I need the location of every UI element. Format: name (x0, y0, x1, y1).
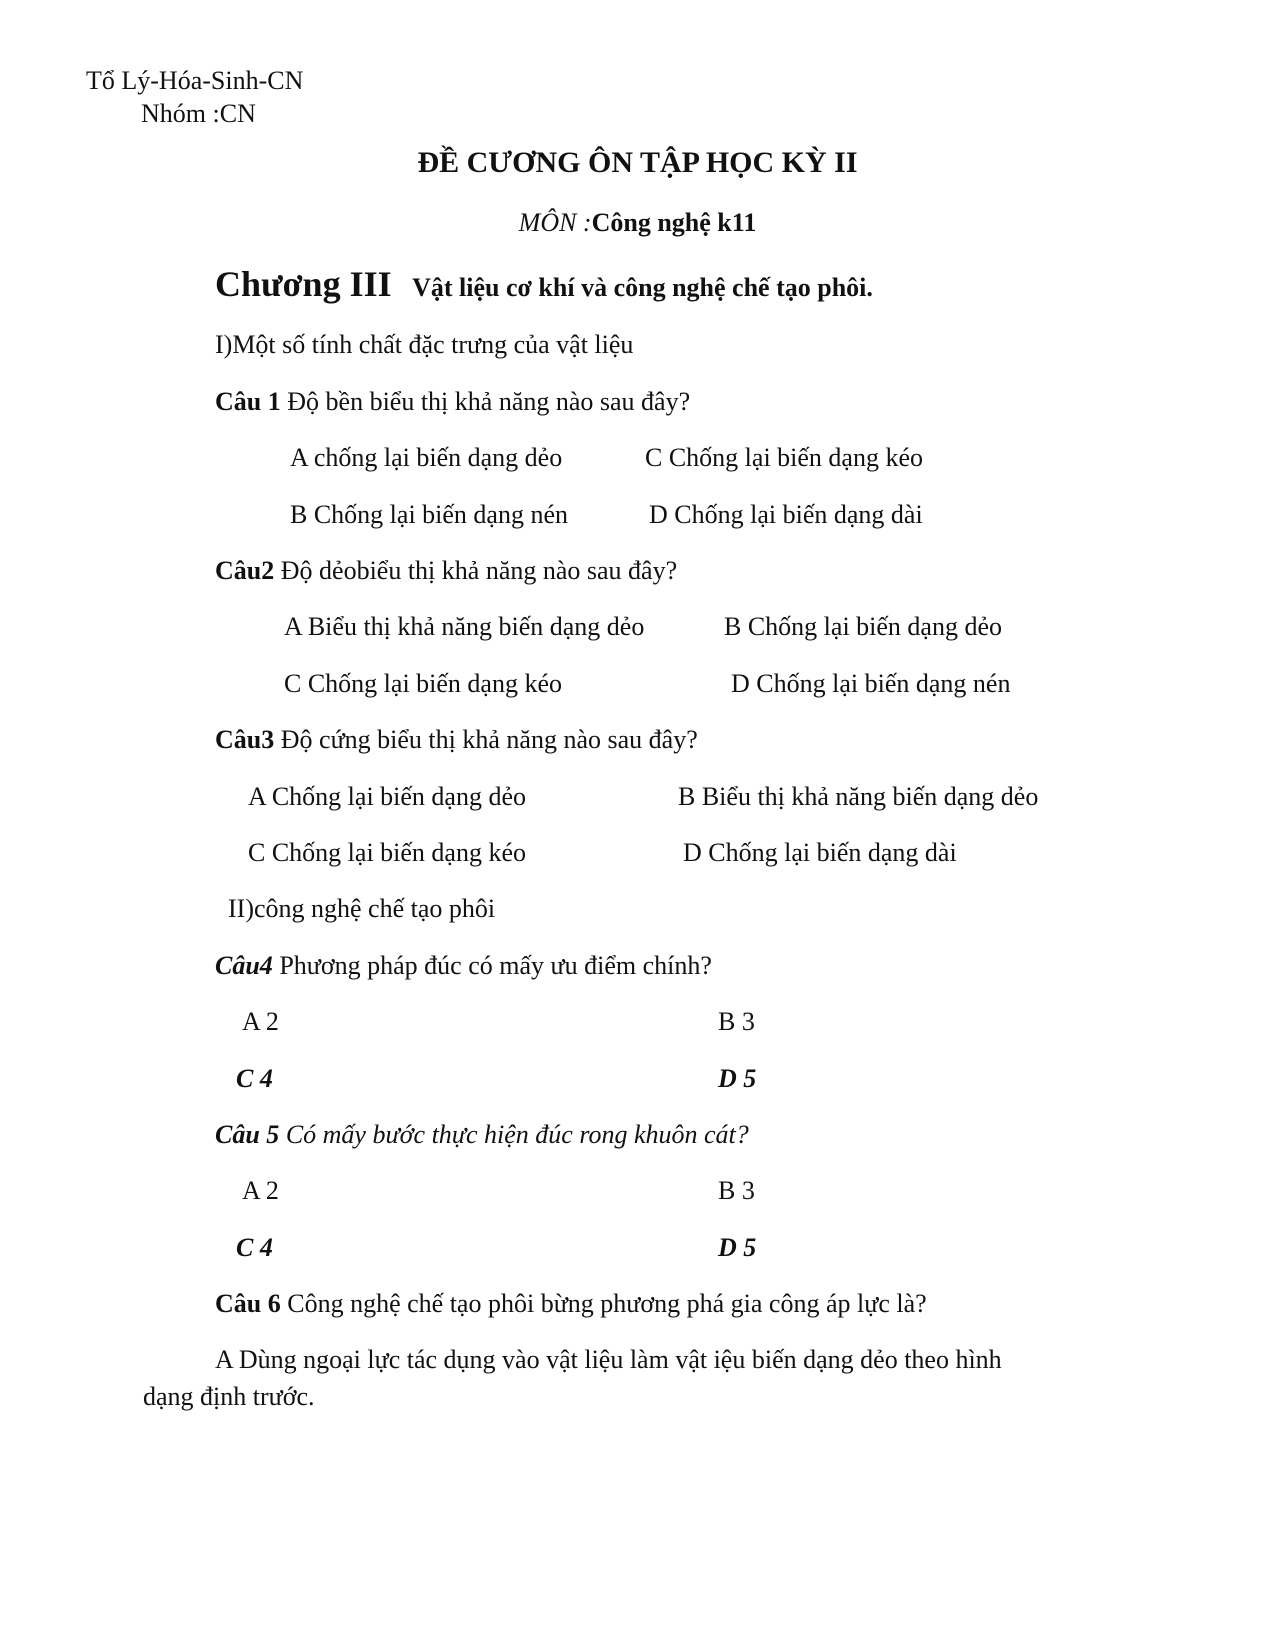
question-4 (215, 953, 712, 979)
question-5-option-a: A 2 (242, 1176, 279, 1205)
subject-line (0, 210, 1275, 236)
question-4-text: Phương pháp đúc có mấy ưu điểm chính? (272, 951, 712, 980)
question-2-option-d: D Chống lại biến dạng nén (731, 669, 1011, 698)
question-6-option-a-line-1: A Dùng ngoại lực tác dụng vào vật liệu làm vật iệu biến dạng dẻo theo hình (215, 1345, 1002, 1374)
question-4-option-a: A 2 (242, 1007, 279, 1036)
question-5-option-c: C 4 (236, 1233, 273, 1262)
question-6-label: Câu 6 (215, 1289, 281, 1318)
question-6-option-a-line-2: dạng định trước. (143, 1382, 315, 1411)
question-4-option-b: B 3 (718, 1007, 755, 1036)
question-2-option-c: C Chống lại biến dạng kéo (284, 669, 563, 698)
subject-value: Công nghệ k11 (591, 208, 757, 237)
question-1-text: Độ bền biểu thị khả năng nào sau đây? (280, 387, 691, 416)
question-1-option-a: A chống lại biến dạng dẻo (290, 443, 563, 472)
question-5-label: Câu 5 (215, 1120, 280, 1149)
question-2-option-b: B Chống lại biến dạng dẻo (724, 612, 1003, 641)
question-5-option-b: B 3 (718, 1176, 755, 1205)
page-title: ĐỀ CƯƠNG ÔN TẬP HỌC KỲ II (417, 146, 858, 179)
question-3-label: Câu3 (215, 725, 275, 754)
question-2-text: Độ dẻobiểu thị khả năng nào sau đây? (274, 556, 678, 585)
question-3-option-d: D Chống lại biến dạng dài (683, 838, 957, 867)
group-label: Nhóm :CN (141, 99, 256, 128)
question-4-option-c: C 4 (236, 1064, 273, 1093)
chapter-number: Chương III (215, 264, 392, 304)
question-5-option-d: D 5 (718, 1233, 757, 1262)
question-3-option-c: C Chống lại biến dạng kéo (248, 838, 527, 867)
question-3-text: Độ cứng biểu thị khả năng nào sau đây? (274, 725, 698, 754)
question-1-label: Câu 1 (215, 387, 281, 416)
chapter-heading (215, 266, 873, 302)
question-3-option-a: A Chống lại biến dạng dẻo (248, 782, 527, 811)
question-6 (215, 1291, 927, 1317)
section-heading-1: I)Một số tính chất đặc trưng của vật liệu (215, 330, 634, 359)
question-5 (215, 1122, 749, 1148)
subject-label: MÔN : (518, 208, 592, 237)
question-4-option-d: D 5 (718, 1064, 757, 1093)
chapter-name: Vật liệu cơ khí và công nghệ chế tạo phôi. (412, 273, 873, 302)
question-2-label: Câu2 (215, 556, 275, 585)
question-1-option-c: C Chống lại biến dạng kéo (645, 443, 924, 472)
question-3 (215, 727, 698, 753)
question-2 (215, 558, 677, 584)
question-1-option-d: D Chống lại biến dạng dài (649, 500, 923, 529)
question-3-option-b: B Biểu thị khả năng biến dạng dẻo (678, 782, 1039, 811)
question-4-label: Câu4 (215, 951, 273, 980)
question-2-option-a: A Biểu thị khả năng biến dạng dẻo (284, 612, 645, 641)
question-1-option-b: B Chống lại biến dạng nén (290, 500, 569, 529)
section-heading-2: II)công nghệ chế tạo phôi (228, 894, 496, 923)
question-1 (215, 389, 690, 415)
department-label: Tổ Lý-Hóa-Sinh-CN (86, 66, 304, 95)
question-5-text: Có mấy bước thực hiện đúc rong khuôn cát? (279, 1120, 749, 1149)
question-6-text: Công nghệ chế tạo phôi bừng phương phá gia công áp lực là? (280, 1289, 927, 1318)
